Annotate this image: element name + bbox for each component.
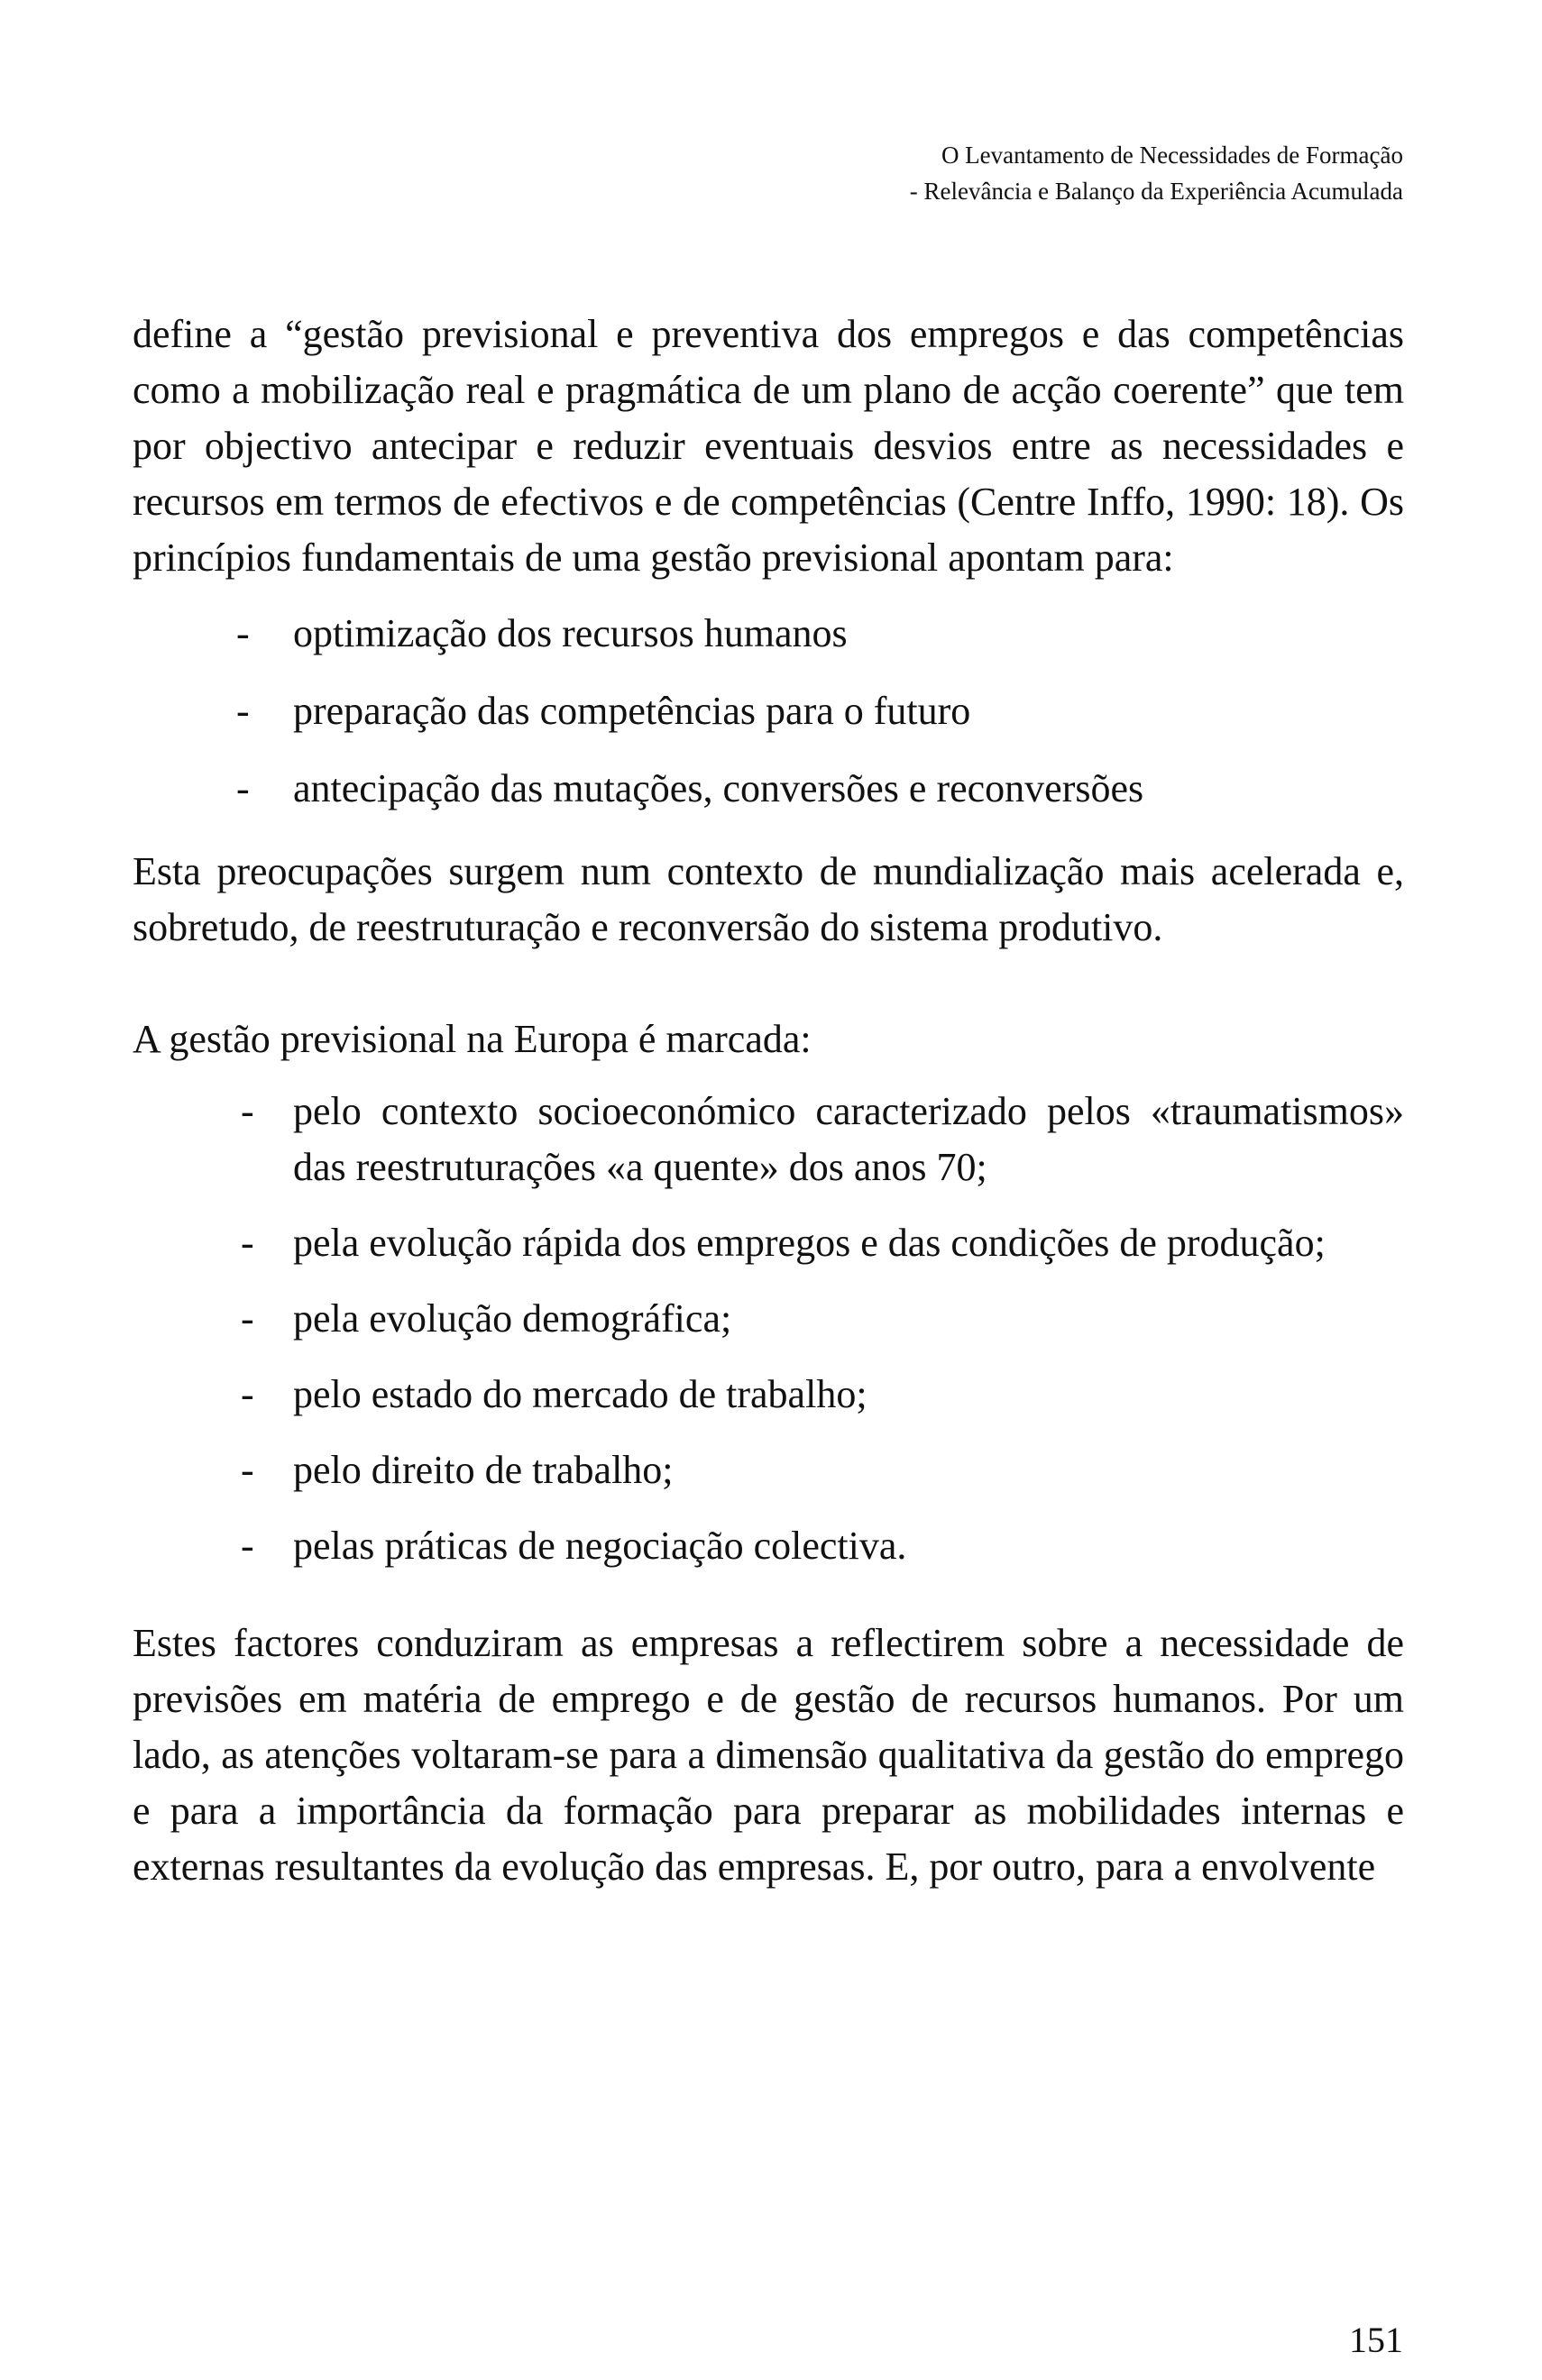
page-number: 151 bbox=[1349, 2320, 1403, 2360]
list-item bbox=[133, 606, 1404, 662]
list-item-text: pela evolução demográfica; bbox=[293, 1296, 732, 1341]
paragraph-2: Esta preocupações surgem num contexto de mundialização mais acelerada e, sobretudo, de reestruturação e reconversão do sistema produtivo. bbox=[133, 849, 1404, 949]
dash-marker: - bbox=[241, 1448, 254, 1492]
factors-list bbox=[133, 1084, 1404, 1574]
list-item-text: preparação das competências para o futuro bbox=[293, 689, 971, 733]
list-item bbox=[133, 1291, 1404, 1347]
dash-marker: - bbox=[241, 1524, 254, 1568]
list-item-text: pelas práticas de negociação colectiva. bbox=[293, 1524, 907, 1568]
principles-list bbox=[133, 606, 1404, 817]
list-item-text: antecipação das mutações, conversões e reconversões bbox=[293, 766, 1144, 810]
dash-marker: - bbox=[236, 689, 250, 733]
list-item bbox=[133, 1215, 1404, 1271]
dash-marker: - bbox=[236, 611, 250, 655]
paragraph-3: A gestão previsional na Europa é marcada: bbox=[133, 1017, 812, 1061]
paragraph-4: Estes factores conduziram as empresas a reflectirem sobre a necessidade de previsões em matéria de emprego e de gestão de recursos humanos. Por um lado, as atenções voltaram-se para a dimensão qualitativa da gestão do emprego e para a importância da formação para preparar as mobilidades internas e externas resultantes da evolução das empresas. E, por outro, para a envolvente bbox=[133, 1621, 1404, 1889]
list-item bbox=[133, 683, 1404, 739]
paragraph-1: define a “gestão previsional e preventiva dos empregos e das competências como a mobilização real e pragmática de um plano de acção coerente” que tem por objectivo antecipar e reduzir eventuais desvios entre as necessidades e recursos em termos de efectivos e de competências (Centre Inffo, 1990: 18). Os princípios fundamentais de uma gestão previsional apontam para: bbox=[133, 312, 1404, 580]
dash-marker: - bbox=[236, 766, 250, 810]
header-title: O Levantamento de Necessidades de Formação bbox=[941, 142, 1403, 169]
list-item bbox=[133, 1367, 1404, 1423]
list-item bbox=[133, 761, 1404, 817]
list-item-text: pela evolução rápida dos empregos e das condições de produção; bbox=[293, 1221, 1326, 1265]
list-item bbox=[133, 1084, 1404, 1195]
dash-marker: - bbox=[241, 1089, 254, 1133]
list-item-text: pelo direito de trabalho; bbox=[293, 1448, 674, 1492]
list-item-text: optimização dos recursos humanos bbox=[293, 611, 848, 655]
list-item-text: pelo contexto socioeconómico caracterizado pelos «traumatismos» das reestruturações «a quente» dos anos 70; bbox=[293, 1089, 1404, 1189]
dash-marker: - bbox=[241, 1221, 254, 1265]
list-item-text: pelo estado do mercado de trabalho; bbox=[293, 1372, 867, 1416]
list-item bbox=[133, 1518, 1404, 1574]
header-subtitle: - Relevância e Balanço da Experiência Acumulada bbox=[909, 178, 1403, 205]
list-item bbox=[133, 1442, 1404, 1498]
dash-marker: - bbox=[241, 1296, 254, 1341]
dash-marker: - bbox=[241, 1372, 254, 1416]
running-header bbox=[910, 137, 1403, 209]
page-body bbox=[133, 307, 1404, 1895]
